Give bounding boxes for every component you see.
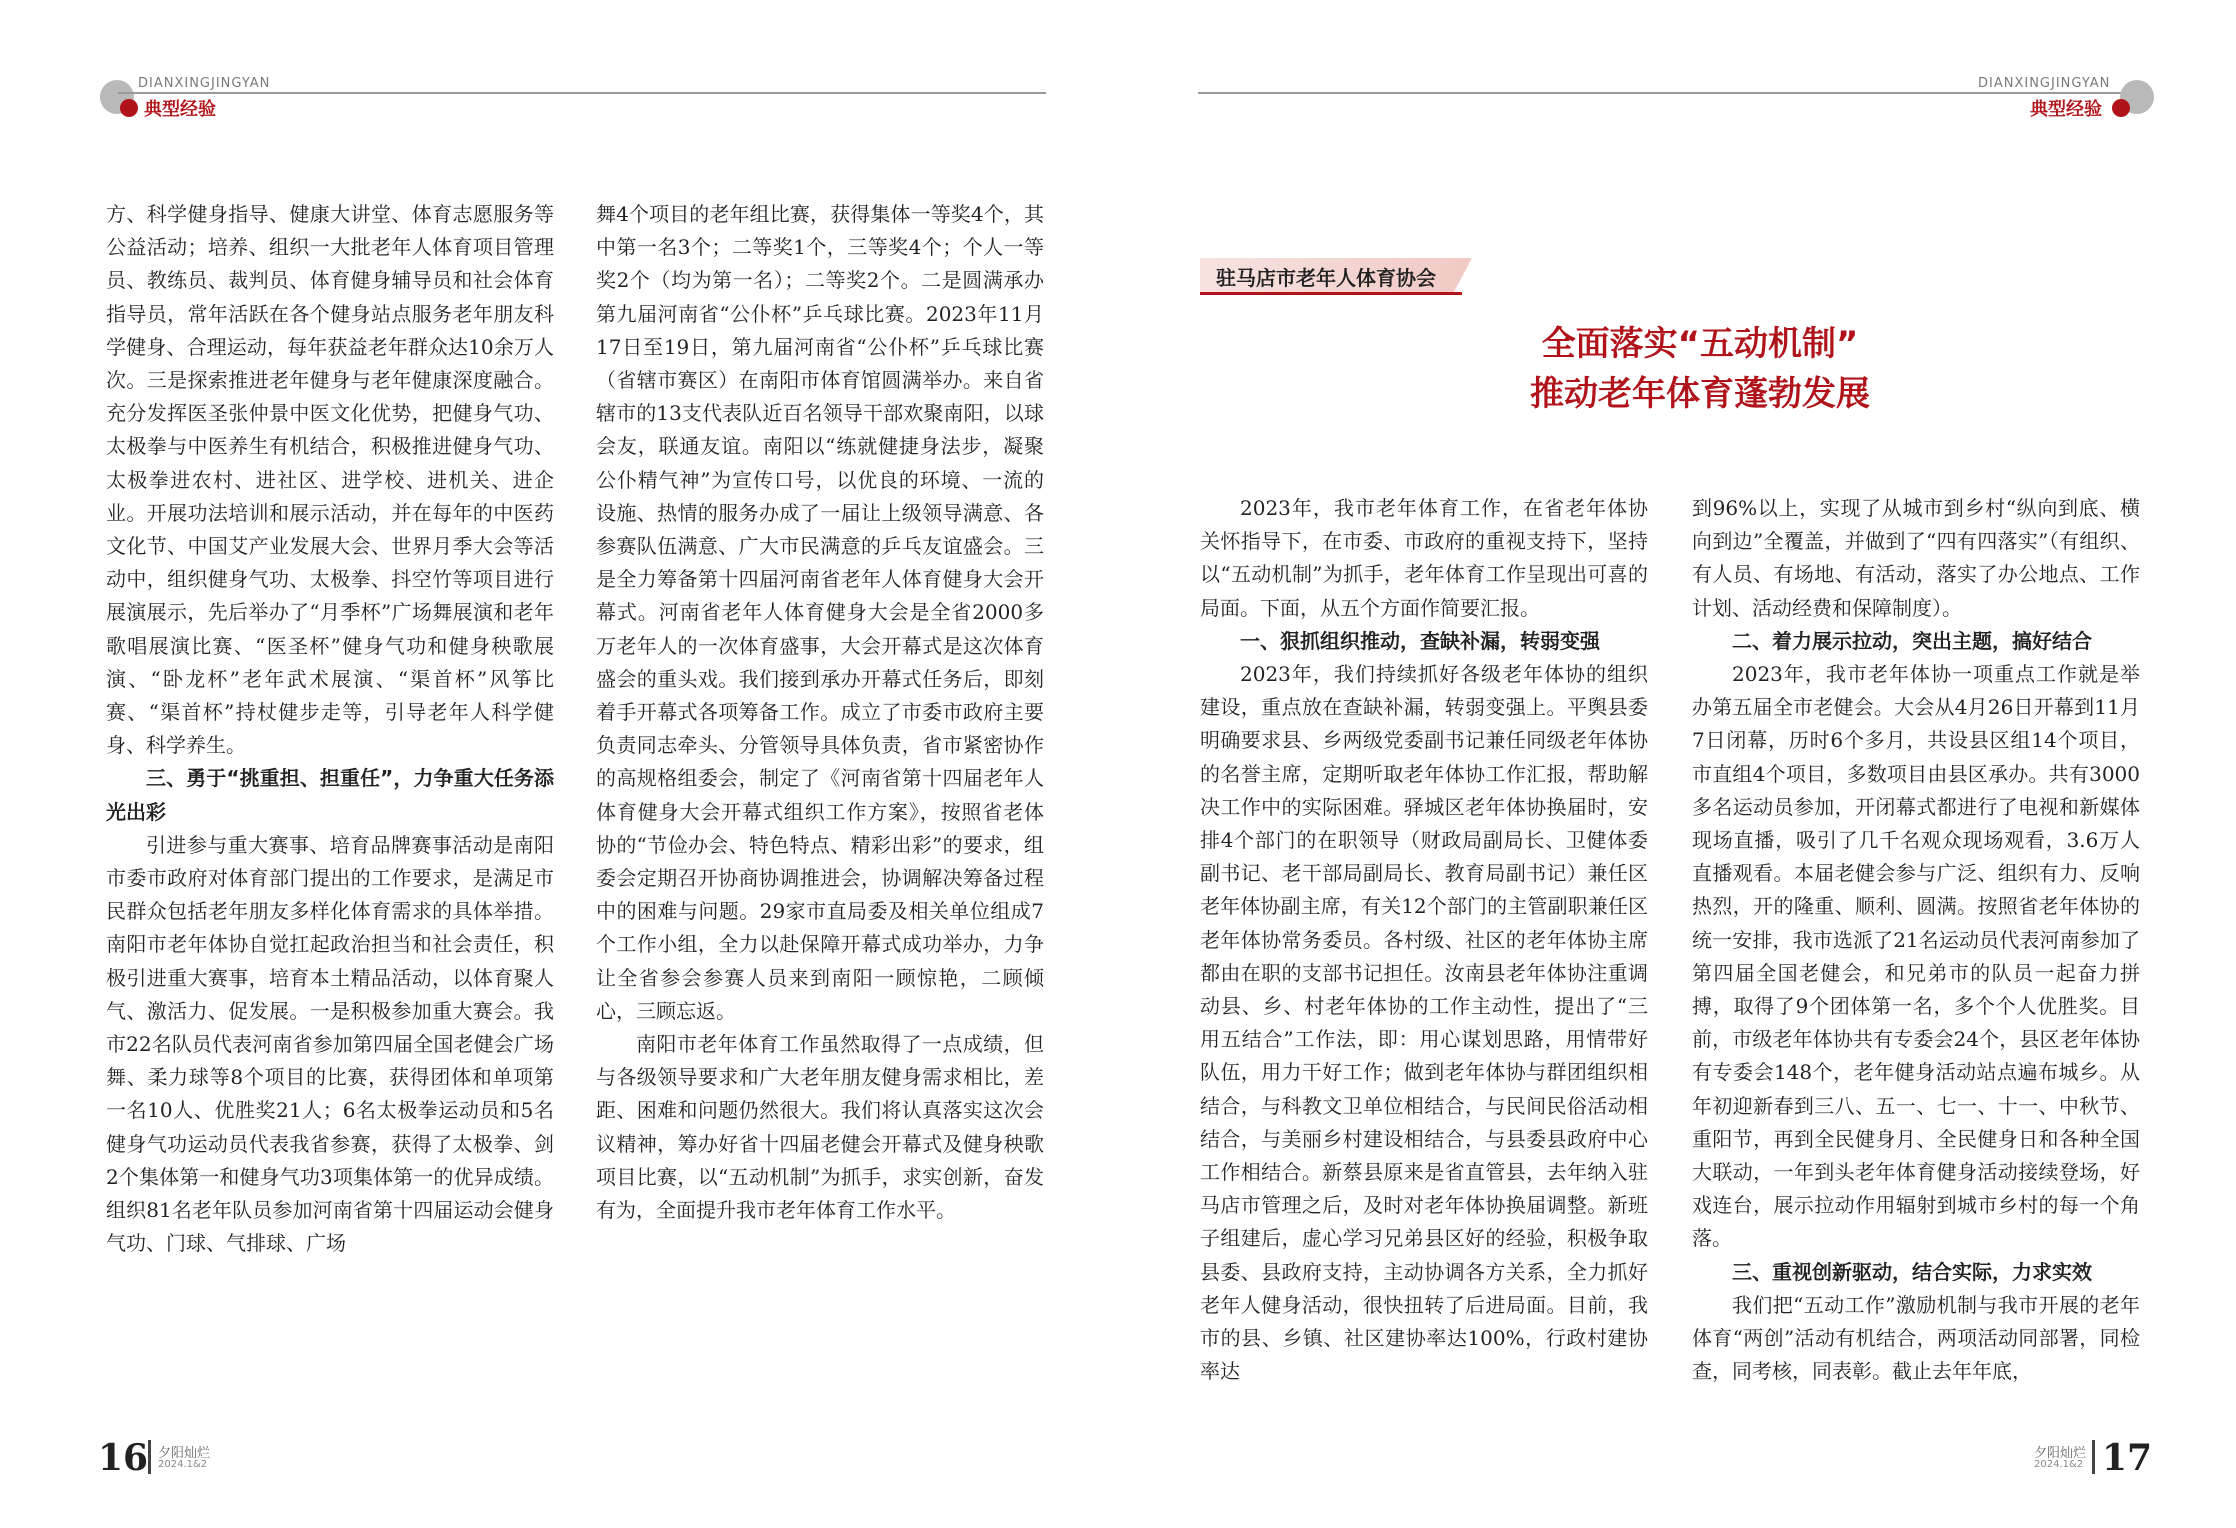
paragraph: 到96%以上，实现了从城市到乡村“纵向到底、横向到边”全覆盖，并做到了“四有四落实”（有组织、有人员、有场地、有活动，落实了办公地点、工作计划、活动经费和保障制度）。 [1692, 496, 2140, 620]
section-heading: 三、勇于“挑重担、担重任”，力争重大任务添光出彩 [106, 766, 554, 824]
paragraph: 2023年，我们持续抓好各级老年体协的组织建设，重点放在查缺补漏，转弱变强上。平舆县委明确要求县、乡两级党委副书记兼任同级老年体协的名誉主席，定期听取老年体协工作汇报，帮助解决工作中的实际困难。驿城区老年体协换届时，安排4个部门的在职领导（财政局副局长、卫健体委副书记、老干部局副局长、教育局副书记）兼任区老年体协副主席，有关12个部门的主管副职兼任区老年体协常务委员。各村级、社区的老年体协主席都由在职的支部书记担任。汝南县老年体协注重调动县、乡、村老年体协的工作主动性，提出了“三用五结合”工作法，即：用心谋划思路，用情带好队伍，用力干好工作；做到老年体协与群团组织相结合，与科教文卫单位相结合，与民间民俗活动相结合，与美丽乡村建设相结合，与县委县政府中心工作相结合。新蔡县原来是省直管县，去年纳入驻马店市管理之后，及时对老年体协换届调整。新班子组建后，虚心学习兄弟县区好的经验，积极争取县委、县政府支持，主动协调各方关系，全力抓好老年人健身活动，很快扭转了后进局面。目前，我市的县、乡镇、社区建协率达100%，行政村建协率达 [1200, 662, 1648, 1384]
header-red-dot [120, 99, 138, 117]
paragraph: 引进参与重大赛事、培育品牌赛事活动是南阳市委市政府对体育部门提出的工作要求，是满足市民群众包括老年朋友多样化体育需求的具体举措。南阳市老年体协自觉扛起政治担当和社会责任，积极引进重大赛事，培育本土精品活动，以体育聚人气、激活力、促发展。一是积极参加重大赛会。我市22名队员代表河南省参加第四届全国老健会广场舞、柔力球等8个项目的比赛，获得团体和单项第一名10人、优胜奖21人；6名太极拳运动员和5名健身气功运动员代表我省参赛，获得了太极拳、剑2个集体第一和健身气功3项集体第一的优异成绩。组织81名老年队员参加河南省第十四届运动会健身气功、门球、气排球、广场 [106, 832, 554, 1256]
page-number: 16 [98, 1437, 149, 1479]
section-heading: 二、着力展示拉动，突出主题，搞好结合 [1732, 628, 2092, 653]
footer-bar [2092, 1440, 2095, 1474]
right-column-1 [1200, 492, 1648, 1388]
section-name-cn: 典型经验 [2030, 99, 2102, 120]
article-title-line-2: 推动老年体育蓬勃发展 [1530, 374, 1870, 414]
section-name-cn: 典型经验 [144, 99, 216, 120]
left-column-1 [106, 198, 554, 1261]
paragraph: 舞4个项目的老年组比赛，获得集体一等奖4个，其中第一名3个；二等奖1个，三等奖4个；个人一等奖2个（均为第一名）；二等奖2个。二是圆满承办第九届河南省“公仆杯”乒乓球比赛。2023年11月17日至19日，第九届河南省“公仆杯”乒乓球比赛（省辖市赛区）在南阳市体育馆圆满举办。来自省辖市的13支代表队近百名领导干部欢聚南阳，以球会友，联通友谊。南阳以“练就健捷身法步，凝聚公仆精气神”为宣传口号，以优良的环境、一流的设施、热情的服务办成了一届让上级领导满意、各参赛队伍满意、广大市民满意的乒乓友谊盛会。三是全力筹备第十四届河南省老年人体育健身大会开幕式。河南省老年人体育健身大会是全省2000多万老年人的一次体育盛事，大会开幕式是这次体育盛会的重头戏。我们接到承办开幕式任务后，即刻着手开幕式各项筹备工作。成立了市委市政府主要负责同志牵头、分管领导具体负责，省市紧密协作的高规格组委会，制定了《河南省第十四届老年人体育健身大会开幕式组织工作方案》，按照省老体协的“节俭办会、特色特点、精彩出彩”的要求，组委会定期召开协商协调推进会，协调解决筹备过程中的困难与问题。29家市直局委及相关单位组成7个工作小组，全力以赴保障开幕式成功举办，力争让全省参会参赛人员来到南阳一顾惊艳，二顾倾心，三顾忘返。 [596, 202, 1044, 1023]
organization-name: 驻马店市老年人体育协会 [1216, 266, 1436, 290]
section-name-en: DIANXINGJINGYAN [138, 76, 271, 91]
header-red-dot [2112, 99, 2130, 117]
header-rule [118, 92, 1046, 94]
magazine-name: 夕阳灿烂 [158, 1446, 211, 1461]
paragraph: 我们把“五动工作”激励机制与我市开展的老年体育“两创”活动有机结合，两项活动同部署，同检查，同考核，同表彰。截止去年年底， [1692, 1292, 2140, 1384]
right-column-2 [1692, 492, 2140, 1388]
section-heading: 一、狠抓组织推动，查缺补漏，转弱变强 [1240, 628, 1600, 653]
paragraph: 南阳市老年体育工作虽然取得了一点成绩，但与各级领导要求和广大老年朋友健身需求相比，差距、困难和问题仍然很大。我们将认真落实这次会议精神，筹办好省十四届老健会开幕式及健身秧歌项目比赛，以“五动机制”为抓手，求实创新，奋发有为，全面提升我市老年体育工作水平。 [596, 1032, 1044, 1223]
section-name-en: DIANXINGJINGYAN [1978, 76, 2111, 91]
issue-date: 2024.1&2 [158, 1459, 208, 1470]
page-number: 17 [2102, 1437, 2153, 1479]
article-title-line-1: 全面落实“五动机制” [1541, 324, 1859, 364]
paragraph: 2023年，我市老年体育工作，在省老年体协关怀指导下，在市委、市政府的重视支持下，坚持以“五动机制”为抓手，老年体育工作呈现出可喜的局面。下面，从五个方面作简要汇报。 [1200, 496, 1648, 620]
section-heading: 三、重视创新驱动，结合实际，力求实效 [1732, 1259, 2092, 1284]
issue-date: 2024.1&2 [2034, 1459, 2084, 1470]
left-column-2 [596, 198, 1044, 1227]
right-page [1118, 0, 2236, 1528]
organization-tag-underline [1200, 292, 1462, 295]
paragraph: 方、科学健身指导、健康大讲堂、体育志愿服务等公益活动；培养、组织一大批老年人体育项目管理员、教练员、裁判员、体育健身辅导员和社会体育指导员，常年活跃在各个健身站点服务老年朋友科学健身、合理运动，每年获益老年群众达10余万人次。三是探索推进老年健身与老年健康深度融合。充分发挥医圣张仲景中医文化优势，把健身气功、太极拳与中医养生有机结合，积极推进健身气功、太极拳进农村、进社区、进学校、进机关、进企业。开展功法培训和展示活动，并在每年的中医药文化节、中国艾产业发展大会、世界月季大会等活动中，组织健身气功、太极拳、抖空竹等项目进行展演展示，先后举办了“月季杯”广场舞展演和老年歌唱展演比赛、“医圣杯”健身气功和健身秧歌展演、“卧龙杯”老年武术展演、“渠首杯”风筝比赛、“渠首杯”持杖健步走等，引导老年人科学健身、科学养生。 [106, 202, 554, 758]
header-rule [1198, 92, 2130, 94]
paragraph: 2023年，我市老年体协一项重点工作就是举办第五届全市老健会。大会从4月26日开幕到11月7日闭幕，历时6个多月，共设县区组14个项目，市直组4个项目，多数项目由县区承办。共有3000多名运动员参加，开闭幕式都进行了电视和新媒体现场直播，吸引了几千名观众现场观看，3.6万人直播观看。本届老健会参与广泛、组织有力、反响热烈，开的隆重、顺利、圆满。按照省老年体协的统一安排，我市选派了21名运动员代表河南参加了第四届全国老健会，和兄弟市的队员一起奋力拼搏，取得了9个团体第一名，多个个人优胜奖。目前，市级老年体协共有专委会24个，县区老年体协有专委会148个，老年健身活动站点遍布城乡。从年初迎新春到三八、五一、七一、十一、中秋节、重阳节，再到全民健身月、全民健身日和各种全国大联动，一年到头老年体育健身活动接续登场，好戏连台，展示拉动作用辐射到城市乡村的每一个角落。 [1692, 662, 2140, 1251]
magazine-name: 夕阳灿烂 [2034, 1446, 2087, 1461]
footer-bar [148, 1440, 151, 1474]
